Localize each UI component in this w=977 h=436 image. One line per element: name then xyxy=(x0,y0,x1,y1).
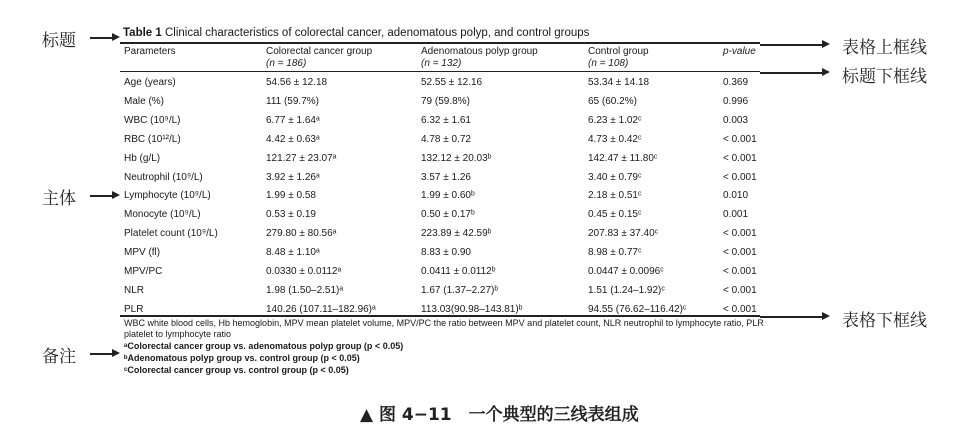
cell-polyp: 0.0411 ± 0.0112ᵇ xyxy=(421,266,496,277)
header-polyp: Adenomatous polyp group (n = 132) xyxy=(421,46,538,69)
header-parameters: Parameters xyxy=(124,46,176,57)
cell-control: 4.73 ± 0.42ᶜ xyxy=(588,133,642,145)
label-top-rule: 表格上框线 xyxy=(842,38,927,58)
cell-p-value: 0.003 xyxy=(723,114,749,126)
cell-control: 6.23 ± 1.02ᶜ xyxy=(588,114,642,126)
cell-control: 142.47 ± 11.80ᶜ xyxy=(588,152,658,164)
note-abbreviations-1: WBC white blood cells, Hb hemoglobin, MPV mean platelet volume, MPV/PC the ratio between MPV and platelet count, NLR neutrophil to lymphocyte ratio, PLR xyxy=(124,318,764,328)
cell-crc: 0.53 ± 0.19 xyxy=(266,209,316,221)
cell-crc: 140.26 (107.11–182.96)ᵃ xyxy=(266,303,376,315)
cell-crc: 1.98 (1.50–2.51)ᵃ xyxy=(266,284,344,296)
cell-crc: 3.92 ± 1.26ᵃ xyxy=(266,171,320,183)
arrow-notes-head xyxy=(112,349,120,357)
cell-polyp: 113.03(90.98–143.81)ᵇ xyxy=(421,303,523,315)
header-control: Control group (n = 108) xyxy=(588,46,649,69)
cell-control: 8.98 ± 0.77ᶜ xyxy=(588,247,642,259)
arrow-body-head xyxy=(112,191,120,199)
cell-p-value: 0.369 xyxy=(723,77,749,88)
cell-crc: 4.42 ± 0.63ᵃ xyxy=(266,133,320,145)
cell-polyp: 0.50 ± 0.17ᵇ xyxy=(421,209,475,221)
cell-control: 2.18 ± 0.51ᶜ xyxy=(588,190,642,202)
cell-p-value: 0.010 xyxy=(723,190,749,202)
cell-p-value: < 0.001 xyxy=(723,247,757,259)
arrow-body xyxy=(90,195,114,197)
top-rule xyxy=(120,42,760,44)
cell-control: 65 (60.2%) xyxy=(588,95,637,107)
cell-polyp: 132.12 ± 20.03ᵇ xyxy=(421,152,492,164)
cell-crc: 111 (59.7%) xyxy=(266,95,319,107)
cell-polyp: 3.57 ± 1.26 xyxy=(421,171,471,183)
cell-p-value: 0.996 xyxy=(723,95,749,107)
arrow-header-rule xyxy=(760,72,824,74)
label-header-rule: 标题下框线 xyxy=(842,67,927,87)
cell-control: 0.45 ± 0.15ᶜ xyxy=(588,209,642,221)
cell-p-value: < 0.001 xyxy=(723,228,757,240)
cell-p-value: < 0.001 xyxy=(723,266,757,277)
cell-control: 1.51 (1.24–1.92)ᶜ xyxy=(588,284,665,296)
cell-p-value: < 0.001 xyxy=(723,171,757,183)
cell-parameter: MPV/PC xyxy=(124,266,163,277)
cell-parameter: RBC (10¹²/L) xyxy=(124,133,181,145)
cell-crc: 279.80 ± 80.56ᵃ xyxy=(266,228,337,240)
cell-polyp: 6.32 ± 1.61 xyxy=(421,114,471,126)
cell-control: 53.34 ± 14.18 xyxy=(588,77,650,88)
label-notes: 备注 xyxy=(42,347,76,367)
cell-p-value: 0.001 xyxy=(723,209,749,221)
cell-polyp: 8.83 ± 0.90 xyxy=(421,247,471,259)
cell-parameter: Neutrophil (10⁹/L) xyxy=(124,171,203,183)
cell-parameter: PLR xyxy=(124,303,144,315)
note-b: ᵇAdenomatous polyp group vs. control group (p < 0.05) xyxy=(124,353,360,363)
cell-p-value: < 0.001 xyxy=(723,284,757,296)
arrow-title-head xyxy=(112,33,120,41)
header-crc: Colorectal cancer group (n = 186) xyxy=(266,46,373,69)
arrow-bottom-rule xyxy=(760,316,824,318)
cell-polyp: 223.89 ± 42.59ᵇ xyxy=(421,228,492,240)
note-c: ᶜColorectal cancer group vs. control group (p < 0.05) xyxy=(124,365,349,375)
cell-control: 3.40 ± 0.79ᶜ xyxy=(588,171,642,183)
cell-polyp: 52.55 ± 12.16 xyxy=(421,77,483,88)
table-title-text: Clinical characteristics of colorectal cancer, adenomatous polyp, and control groups xyxy=(161,27,590,39)
cell-parameter: Monocyte (10⁹/L) xyxy=(124,209,201,221)
cell-p-value: < 0.001 xyxy=(723,133,757,145)
cell-parameter: Platelet count (10⁹/L) xyxy=(124,228,218,240)
header-p-value: p-value xyxy=(723,46,756,57)
label-bottom-rule: 表格下框线 xyxy=(842,311,927,331)
arrow-top-rule-head xyxy=(822,40,830,48)
table-title-number: Table 1 xyxy=(123,27,162,39)
cell-polyp: 4.78 ± 0.72 xyxy=(421,133,471,145)
cell-parameter: WBC (10⁹/L) xyxy=(124,114,181,126)
cell-parameter: MPV (fl) xyxy=(124,247,161,259)
cell-polyp: 1.67 (1.37–2.27)ᵇ xyxy=(421,284,499,296)
label-title: 标题 xyxy=(42,31,76,51)
arrow-top-rule xyxy=(760,44,824,46)
arrow-notes xyxy=(90,353,114,355)
figure-caption: ▲ 图 4−11 一个典型的三线表组成 xyxy=(360,405,639,425)
cell-parameter: NLR xyxy=(124,284,145,296)
cell-crc: 1.99 ± 0.58 xyxy=(266,190,316,202)
cell-crc: 54.56 ± 12.18 xyxy=(266,77,328,88)
cell-crc: 8.48 ± 1.10ᵃ xyxy=(266,247,320,259)
cell-parameter: Hb (g/L) xyxy=(124,152,161,164)
arrow-bottom-rule-head xyxy=(822,312,830,320)
cell-p-value: < 0.001 xyxy=(723,303,757,315)
cell-crc: 121.27 ± 23.07ᵃ xyxy=(266,152,337,164)
cell-parameter: Male (%) xyxy=(124,95,165,107)
cell-control: 207.83 ± 37.40ᶜ xyxy=(588,228,659,240)
cell-control: 94.55 (76.62–116.42)ᶜ xyxy=(588,303,687,315)
header-rule xyxy=(120,71,760,72)
note-a: ᵃColorectal cancer group vs. adenomatous polyp group (p < 0.05) xyxy=(124,341,404,351)
cell-crc: 0.0330 ± 0.0112ᵃ xyxy=(266,266,342,277)
arrow-header-rule-head xyxy=(822,68,830,76)
arrow-title xyxy=(90,37,114,39)
cell-p-value: < 0.001 xyxy=(723,152,757,164)
table-title xyxy=(123,27,589,39)
cell-polyp: 79 (59.8%) xyxy=(421,95,470,107)
bottom-rule xyxy=(120,315,760,317)
cell-parameter: Lymphocyte (10⁹/L) xyxy=(124,190,211,202)
note-abbreviations-2: platelet to lymphocyte ratio xyxy=(124,329,232,339)
cell-crc: 6.77 ± 1.64ᵃ xyxy=(266,114,320,126)
cell-parameter: Age (years) xyxy=(124,77,176,88)
cell-control: 0.0447 ± 0.0096ᶜ xyxy=(588,266,664,277)
label-body: 主体 xyxy=(42,189,76,209)
cell-polyp: 1.99 ± 0.60ᵇ xyxy=(421,190,475,202)
